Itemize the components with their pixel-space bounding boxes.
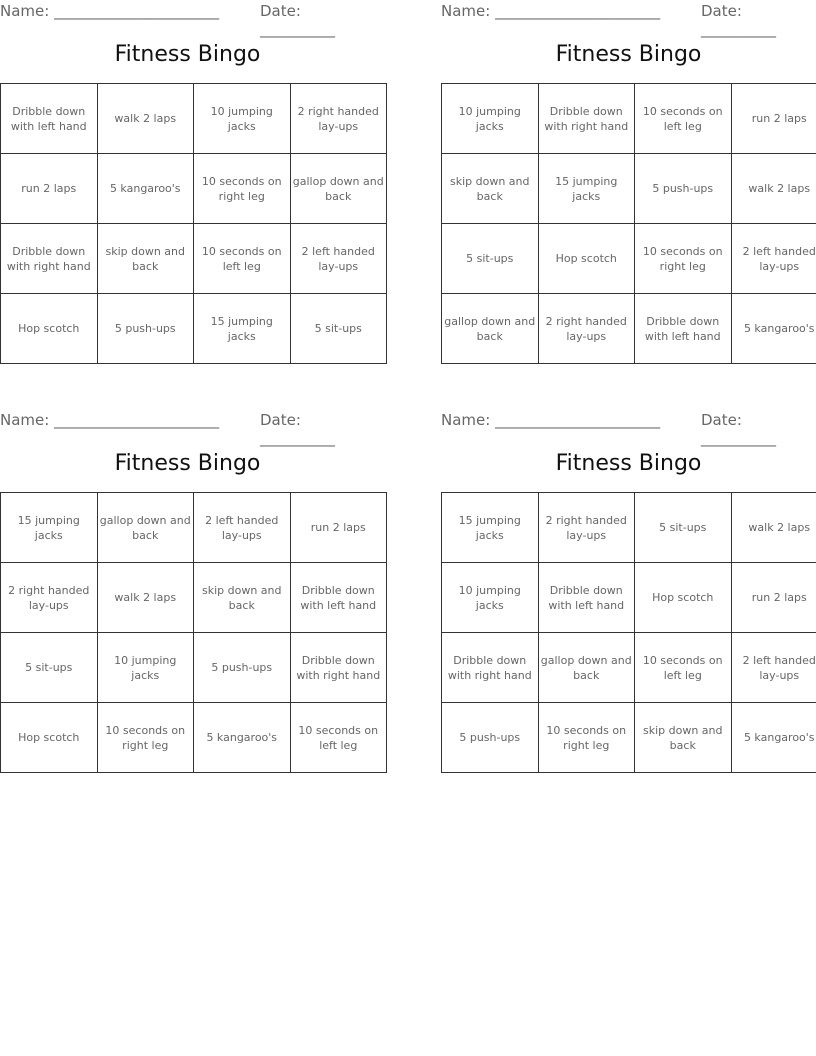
date-field[interactable]: Date: __________ bbox=[701, 2, 776, 38]
name-field[interactable]: Name: ______________________ bbox=[441, 2, 661, 20]
bingo-cell[interactable]: walk 2 laps bbox=[97, 563, 194, 633]
bingo-cell[interactable]: Hop scotch bbox=[635, 563, 732, 633]
card-header bbox=[0, 409, 375, 447]
card-title: Fitness Bingo bbox=[114, 42, 261, 67]
name-field[interactable]: Name: ______________________ bbox=[441, 411, 661, 429]
bingo-cell[interactable]: 15 jumping jacks bbox=[442, 493, 539, 563]
bingo-cell[interactable]: Dribble down with left hand bbox=[635, 294, 732, 364]
bingo-cell[interactable]: 5 push-ups bbox=[194, 633, 291, 703]
bingo-cell[interactable]: 5 sit-ups bbox=[635, 493, 732, 563]
bingo-cell[interactable]: Dribble down with left hand bbox=[1, 84, 98, 154]
bingo-cell[interactable]: run 2 laps bbox=[1, 154, 98, 224]
grid-row bbox=[442, 224, 816, 294]
date-field[interactable]: Date: __________ bbox=[260, 411, 335, 447]
card-title: Fitness Bingo bbox=[555, 451, 702, 476]
grid-row bbox=[1, 703, 387, 773]
bingo-cell[interactable]: 10 jumping jacks bbox=[442, 84, 539, 154]
bingo-cell[interactable]: 5 kangaroo's bbox=[97, 154, 194, 224]
grid-row bbox=[1, 563, 387, 633]
bingo-cell[interactable]: skip down and back bbox=[194, 563, 291, 633]
bingo-cell[interactable]: Hop scotch bbox=[538, 224, 635, 294]
grid-row bbox=[1, 84, 387, 154]
bingo-grid bbox=[441, 83, 816, 364]
bingo-cell[interactable]: walk 2 laps bbox=[731, 154, 816, 224]
bingo-cell[interactable]: 10 seconds on left leg bbox=[194, 224, 291, 294]
bingo-cell[interactable]: 10 seconds on right leg bbox=[194, 154, 291, 224]
bingo-cell[interactable]: 2 left handed lay-ups bbox=[731, 633, 816, 703]
bingo-cell[interactable]: 10 jumping jacks bbox=[97, 633, 194, 703]
bingo-cell[interactable]: 10 seconds on right leg bbox=[538, 703, 635, 773]
bingo-cell[interactable]: walk 2 laps bbox=[731, 493, 816, 563]
name-field[interactable]: Name: ______________________ bbox=[0, 2, 220, 20]
bingo-cell[interactable]: 15 jumping jacks bbox=[1, 493, 98, 563]
bingo-cell[interactable]: 15 jumping jacks bbox=[538, 154, 635, 224]
bingo-cell[interactable]: Dribble down with left hand bbox=[290, 563, 387, 633]
bingo-cell[interactable]: Dribble down with left hand bbox=[538, 563, 635, 633]
bingo-grid bbox=[0, 83, 387, 364]
bingo-card-4 bbox=[441, 409, 816, 752]
card-header bbox=[441, 409, 816, 447]
bingo-cell[interactable]: gallop down and back bbox=[97, 493, 194, 563]
date-field[interactable]: Date: __________ bbox=[260, 2, 335, 38]
bingo-cell[interactable]: gallop down and back bbox=[538, 633, 635, 703]
grid-row bbox=[442, 563, 816, 633]
bingo-cell[interactable]: Dribble down with right hand bbox=[1, 224, 98, 294]
card-title: Fitness Bingo bbox=[114, 451, 261, 476]
bingo-cell[interactable]: 2 right handed lay-ups bbox=[290, 84, 387, 154]
grid-row bbox=[442, 84, 816, 154]
bingo-cell[interactable]: 5 kangaroo's bbox=[731, 703, 816, 773]
bingo-cell[interactable]: run 2 laps bbox=[731, 84, 816, 154]
grid-row bbox=[442, 493, 816, 563]
grid-row bbox=[442, 703, 816, 773]
bingo-cell[interactable]: gallop down and back bbox=[290, 154, 387, 224]
bingo-cell[interactable]: 15 jumping jacks bbox=[194, 294, 291, 364]
bingo-cell[interactable]: 10 jumping jacks bbox=[442, 563, 539, 633]
bingo-cell[interactable]: 10 seconds on left leg bbox=[635, 84, 732, 154]
bingo-cell[interactable]: run 2 laps bbox=[731, 563, 816, 633]
name-field[interactable]: Name: ______________________ bbox=[0, 411, 220, 429]
grid-row bbox=[1, 493, 387, 563]
card-title: Fitness Bingo bbox=[555, 42, 702, 67]
bingo-cell[interactable]: run 2 laps bbox=[290, 493, 387, 563]
bingo-cell[interactable]: 10 seconds on left leg bbox=[635, 633, 732, 703]
bingo-card-2 bbox=[441, 0, 816, 343]
bingo-cell[interactable]: 2 right handed lay-ups bbox=[538, 493, 635, 563]
bingo-cell[interactable]: 5 kangaroo's bbox=[194, 703, 291, 773]
bingo-card-3 bbox=[0, 409, 381, 752]
grid-row bbox=[1, 154, 387, 224]
bingo-grid bbox=[441, 492, 816, 773]
bingo-cell[interactable]: Hop scotch bbox=[1, 294, 98, 364]
bingo-cell[interactable]: 5 push-ups bbox=[442, 703, 539, 773]
date-field[interactable]: Date: __________ bbox=[701, 411, 776, 447]
grid-row bbox=[442, 633, 816, 703]
bingo-cell[interactable]: skip down and back bbox=[97, 224, 194, 294]
bingo-cell[interactable]: walk 2 laps bbox=[97, 84, 194, 154]
bingo-cell[interactable]: Dribble down with right hand bbox=[442, 633, 539, 703]
bingo-cell[interactable]: 10 seconds on left leg bbox=[290, 703, 387, 773]
grid-row bbox=[442, 294, 816, 364]
grid-row bbox=[1, 633, 387, 703]
card-header bbox=[0, 0, 375, 38]
bingo-cell[interactable]: 5 push-ups bbox=[97, 294, 194, 364]
bingo-grid bbox=[0, 492, 387, 773]
bingo-cell[interactable]: Dribble down with right hand bbox=[290, 633, 387, 703]
bingo-card-1 bbox=[0, 0, 384, 343]
card-header bbox=[441, 0, 816, 38]
bingo-cell[interactable]: 5 kangaroo's bbox=[731, 294, 816, 364]
bingo-cell[interactable]: 2 left handed lay-ups bbox=[194, 493, 291, 563]
bingo-cell[interactable]: 2 left handed lay-ups bbox=[290, 224, 387, 294]
bingo-cell[interactable]: 10 jumping jacks bbox=[194, 84, 291, 154]
bingo-cell[interactable]: 2 left handed lay-ups bbox=[731, 224, 816, 294]
bingo-cell[interactable]: 10 seconds on right leg bbox=[635, 224, 732, 294]
bingo-cell[interactable]: 5 sit-ups bbox=[1, 633, 98, 703]
grid-row bbox=[1, 224, 387, 294]
bingo-cell[interactable]: 2 right handed lay-ups bbox=[1, 563, 98, 633]
bingo-cell[interactable]: 5 sit-ups bbox=[290, 294, 387, 364]
grid-row bbox=[442, 154, 816, 224]
bingo-cell[interactable]: skip down and back bbox=[635, 703, 732, 773]
bingo-cell[interactable]: Dribble down with right hand bbox=[538, 84, 635, 154]
bingo-cell[interactable]: Hop scotch bbox=[1, 703, 98, 773]
bingo-cell[interactable]: 5 push-ups bbox=[635, 154, 732, 224]
grid-row bbox=[1, 294, 387, 364]
bingo-cell[interactable]: 5 sit-ups bbox=[442, 224, 539, 294]
bingo-cell[interactable]: 2 right handed lay-ups bbox=[538, 294, 635, 364]
bingo-cell[interactable]: skip down and back bbox=[442, 154, 539, 224]
bingo-cell[interactable]: 10 seconds on right leg bbox=[97, 703, 194, 773]
bingo-cell[interactable]: gallop down and back bbox=[442, 294, 539, 364]
